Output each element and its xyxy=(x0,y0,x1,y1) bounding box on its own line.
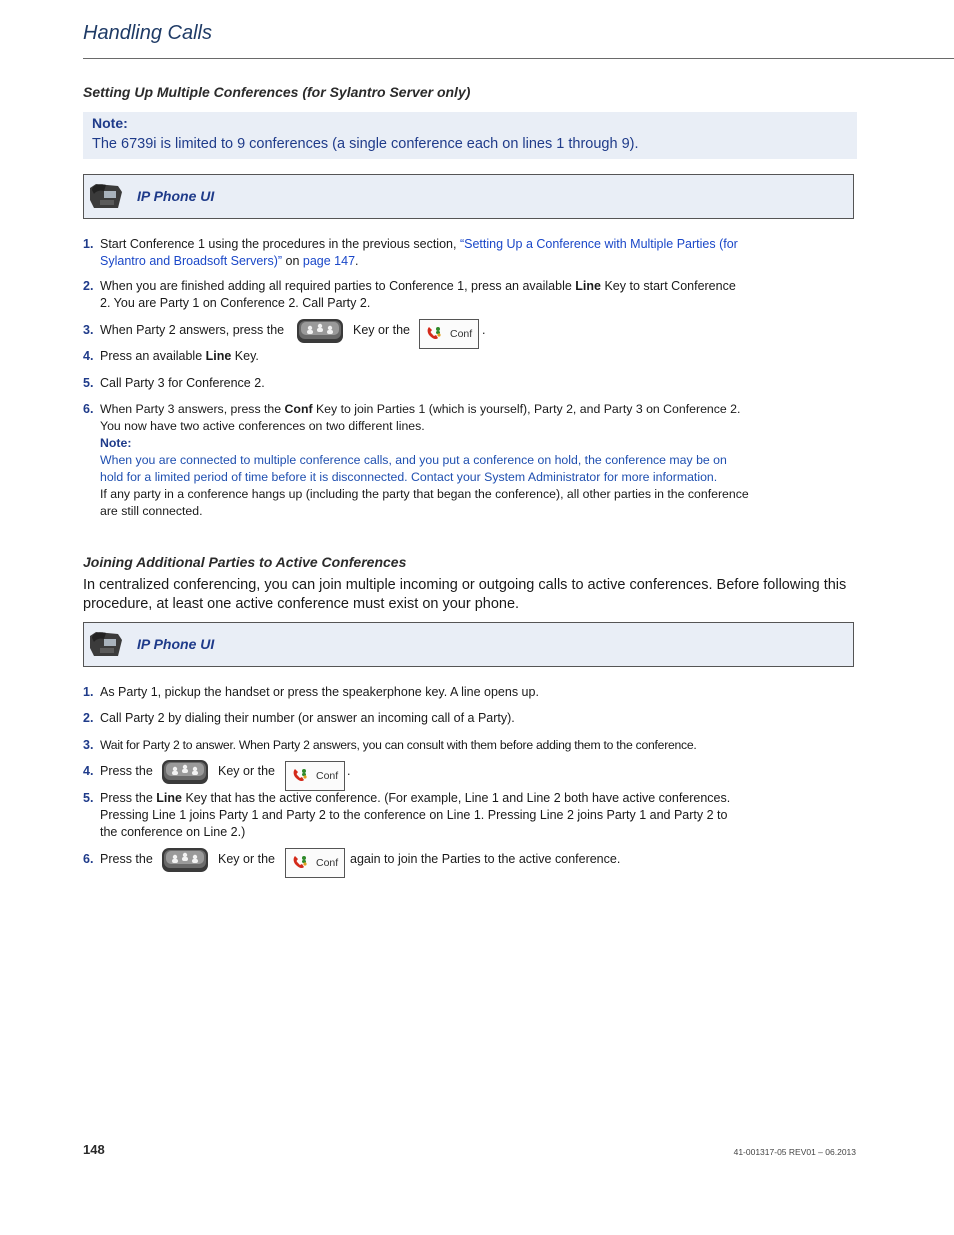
step-period: . xyxy=(347,764,351,778)
step-1-6 xyxy=(83,401,753,520)
conference-key-icon xyxy=(161,759,209,785)
step-text: When Party 3 answers, press the xyxy=(100,402,285,416)
step-text: You now have two active conferences on two different lines. xyxy=(100,419,425,433)
step-number: 2. xyxy=(83,711,94,725)
conf-softkey[interactable] xyxy=(285,848,345,878)
step-number: 1. xyxy=(83,237,94,251)
header-rule xyxy=(83,58,954,59)
step-number: 3. xyxy=(83,323,94,337)
desk-phone-icon xyxy=(88,630,124,658)
running-title: Handling Calls xyxy=(83,22,212,44)
step-1-4 xyxy=(83,348,753,365)
page-number: 148 xyxy=(83,1142,105,1157)
conf-softkey[interactable] xyxy=(285,761,345,791)
step-1-2 xyxy=(83,278,753,312)
step-text: Call Party 3 for Conference 2. xyxy=(100,376,265,390)
step-number: 2. xyxy=(83,279,94,293)
step-period: . xyxy=(482,323,486,337)
step-1-1 xyxy=(83,236,753,270)
conf-softkey-label: Conf xyxy=(316,770,339,782)
step-2-3 xyxy=(83,737,763,754)
step-text: When you are finished adding all required parties to Conference 1, press an available xyxy=(100,279,576,293)
desk-phone-icon xyxy=(88,182,124,210)
step-number: 3. xyxy=(83,738,94,752)
step-number: 5. xyxy=(83,791,94,805)
intro-paragraph: In centralized conferencing, you can join multiple incoming or outgoing calls to active conferences. Before following this procedure, at least one active conference must exist on your phone. xyxy=(83,577,847,612)
inline-note-label: Note: xyxy=(100,436,132,450)
step-text: Start Conference 1 using the procedures in the previous section, xyxy=(100,237,460,251)
page-link[interactable]: page 147 xyxy=(302,254,356,268)
conf-softkey[interactable] xyxy=(419,319,479,349)
step-text: Call Party 2 by dialing their number (or answer an incoming call of a Party). xyxy=(100,711,515,725)
step-number: 6. xyxy=(83,402,94,416)
step-number: 1. xyxy=(83,685,94,699)
conference-icon xyxy=(426,325,442,341)
conf-softkey-label: Conf xyxy=(450,328,473,340)
ip-phone-ui-banner xyxy=(83,174,854,219)
step-text-cont: Key or the xyxy=(218,852,275,866)
step-text: Press the xyxy=(100,764,153,778)
note-box xyxy=(83,112,857,159)
step-number: 5. xyxy=(83,376,94,390)
step-text: . xyxy=(355,254,359,268)
line-key-term: Line xyxy=(156,791,182,805)
ip-phone-ui-label: IP Phone UI xyxy=(137,636,215,652)
step-number: 6. xyxy=(83,852,94,866)
step-text: Key. xyxy=(231,349,259,363)
step-1-5 xyxy=(83,375,753,392)
document-id: 41-001317-05 REV01 – 06.2013 xyxy=(733,1147,856,1157)
step-text: As Party 1, pickup the handset or press the speakerphone key. A line opens up. xyxy=(100,685,539,699)
step-number: 4. xyxy=(83,349,94,363)
conference-icon xyxy=(292,767,308,783)
step-text: Key to start Conference 2. You are Party 1 on Conference 2. Call Party 2. xyxy=(100,279,736,310)
section-title-joining-parties: Joining Additional Parties to Active Conferences xyxy=(83,554,407,570)
conference-icon xyxy=(292,854,308,870)
step-2-1 xyxy=(83,684,753,701)
conf-softkey-label: Conf xyxy=(316,857,339,869)
step-text: Key that has the active conference. (For example, Line 1 and Line 2 both have active conferences. Pressing Line 1 joins Party 1 and Party 2 to the conference on Line 1. Pressing Line 2 joins Party 1 and Party 2 to the conference on Line 2.) xyxy=(100,791,731,839)
section-title-multiple-conferences: Setting Up Multiple Conferences (for Sylantro Server only) xyxy=(83,84,471,100)
step-text: If any party in a conference hangs up (including the party that began the conference), all other parties in the conference are still connected. xyxy=(100,487,749,518)
step-text: Press the xyxy=(100,852,153,866)
ip-phone-ui-label: IP Phone UI xyxy=(137,188,215,204)
step-text: When Party 2 answers, press the xyxy=(100,323,285,337)
step-text: Press the xyxy=(100,791,157,805)
conf-key-term: Conf xyxy=(284,402,313,416)
step-text-cont: Key or the xyxy=(218,764,275,778)
step-text: Press an available xyxy=(100,349,206,363)
inline-note-text: When you are connected to multiple conference calls, and you put a conference on hold, the conference may be on hold for a limited period of time before it is disconnected. Contact your System Administrator for more information. xyxy=(100,453,727,484)
conference-key-icon xyxy=(296,318,344,344)
ip-phone-ui-banner xyxy=(83,622,854,667)
step-2-2 xyxy=(83,710,753,727)
step-text: on xyxy=(282,254,303,268)
step-text-cont: Key or the xyxy=(353,323,410,337)
line-key-term: Line xyxy=(575,279,601,293)
cross-reference-link[interactable]: “Setting Up a Conference with Multiple Parties (for Sylantro and Broadsoft Servers)” xyxy=(100,237,738,268)
step-2-5 xyxy=(83,790,753,841)
line-key-term: Line xyxy=(205,349,232,363)
step-number: 4. xyxy=(83,764,94,778)
step-text: Key to join Parties 1 (which is yourself), Party 2, and Party 3 on Conference 2. xyxy=(312,402,741,416)
note-text: The 6739i is limited to 9 conferences (a single conference each on lines 1 through 9). xyxy=(92,136,639,152)
step-text-cont: again to join the Parties to the active conference. xyxy=(350,852,621,866)
step-text: Wait for Party 2 to answer. When Party 2 answers, you can consult with them before adding them to the conference. xyxy=(100,738,697,752)
conference-key-icon xyxy=(161,847,209,873)
note-label: Note: xyxy=(92,115,128,131)
